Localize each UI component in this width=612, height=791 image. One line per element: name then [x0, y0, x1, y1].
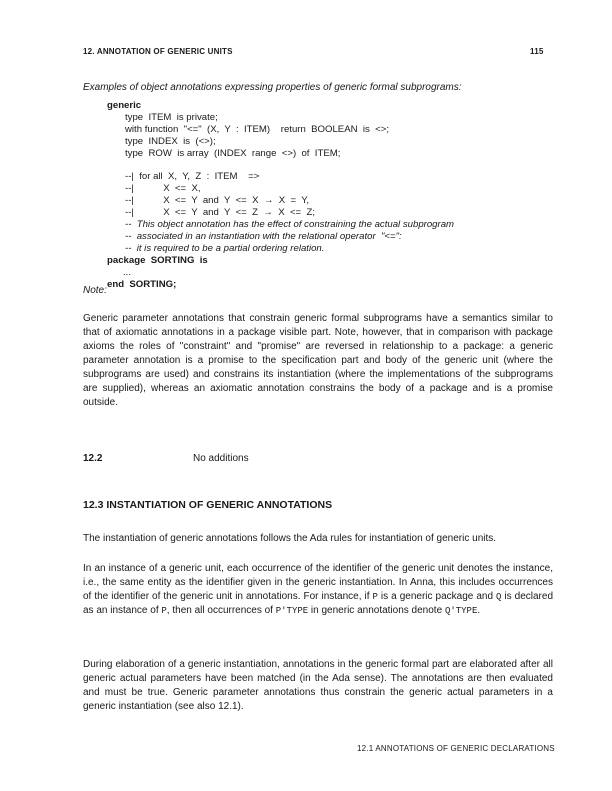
paragraph-elaboration: During elaboration of a generic instantiation, annotations in the generic formal part are elaborated after all generic actual parameters have been matched (in the Ada sense). The annotations are then evaluated and must be true. Generic parameter annotations thus constrain the generic actual parameters in a generic instantiation (see also 12.1).: [83, 659, 553, 712]
section-12-3-heading: 12.3 INSTANTIATION OF GENERIC ANNOTATIONS: [83, 499, 333, 511]
running-footer: 12.1 ANNOTATIONS OF GENERIC DECLARATIONS: [357, 744, 555, 753]
intro-text: Examples of object annotations expressing properties of generic formal subprograms:: [83, 82, 462, 93]
paragraph-instantiation-rules: The instantiation of generic annotations follows the Ada rules for instantiation of generic units.: [83, 533, 497, 544]
page-number: 115: [530, 47, 544, 56]
code-line: -- associated in an instantiation with the relational operator "<=":: [125, 230, 402, 242]
text: In an instance of a generic unit, each occurrence of the identifier of the generic unit denotes the instance, i.e., the same entity as the identifier given in the generic instantiation. In Anna, this includes occurrences of the identifier of the generic unit in annotations. For instance, if: [83, 563, 553, 602]
code-block: [107, 100, 454, 291]
code-text: P'TYPE: [275, 606, 309, 616]
text: is a generic package and: [377, 591, 497, 602]
paragraph-instance-identifier: [83, 562, 553, 618]
code-line: with function "<=" (X, Y : ITEM) return BOOLEAN is <>;: [125, 123, 389, 135]
code-text: P: [161, 606, 167, 616]
code-line: -- This object annotation has the effect of constraining the actual subprogram: [125, 219, 455, 231]
code-text: Q: [496, 592, 502, 602]
code-line: --| X <= Y and Y <= X → X = Y,: [125, 195, 310, 207]
code-line: package SORTING is: [107, 254, 208, 266]
code-line: type ROW is array (INDEX range <>) of ITEM;: [125, 147, 341, 159]
note-paragraph: Generic parameter annotations that constrain generic formal subprograms have a semantics similar to that of axiomatic annotations in a package visible part. Note, however, that in comparison with package axioms the roles of "constraint" and "promise" are reversed in relationship to a package: a generic parameter annotation is a promise to the specification part and body of the generic unit (where the subprograms are used) and constrains its instantiation (where the implementations of the subprograms are supplied), whereas an axiomatic annotation constrains the body of a package and is a promise outside.: [83, 313, 553, 408]
code-line: --| for all X, Y, Z : ITEM =>: [125, 171, 260, 183]
code-line: generic: [107, 100, 142, 111]
code-line: end SORTING;: [107, 278, 177, 290]
code-line: --| X <= Y and Y <= Z → X <= Z;: [125, 207, 316, 219]
text: in generic annotations denote: [308, 605, 445, 616]
text: , then all occurrences of: [166, 605, 276, 616]
section-12-2-number: 12.2: [83, 453, 103, 464]
note-label: Note:: [83, 285, 107, 296]
code-line: type INDEX is (<>);: [125, 135, 216, 147]
section-12-2-text: No additions: [193, 453, 249, 464]
text: .: [477, 605, 481, 616]
text: is declared as an instance of: [83, 591, 554, 616]
running-header: 12. ANNOTATION OF GENERIC UNITS: [83, 47, 233, 56]
code-text: Q'TYPE: [444, 606, 478, 616]
code-line: type ITEM is private;: [125, 111, 218, 123]
code-text: P: [372, 592, 378, 602]
code-line: --| X <= X,: [125, 183, 201, 195]
code-line: -- it is required to be a partial ordering relation.: [125, 242, 325, 254]
code-line: [107, 160, 454, 172]
code-line: ...: [107, 266, 131, 278]
